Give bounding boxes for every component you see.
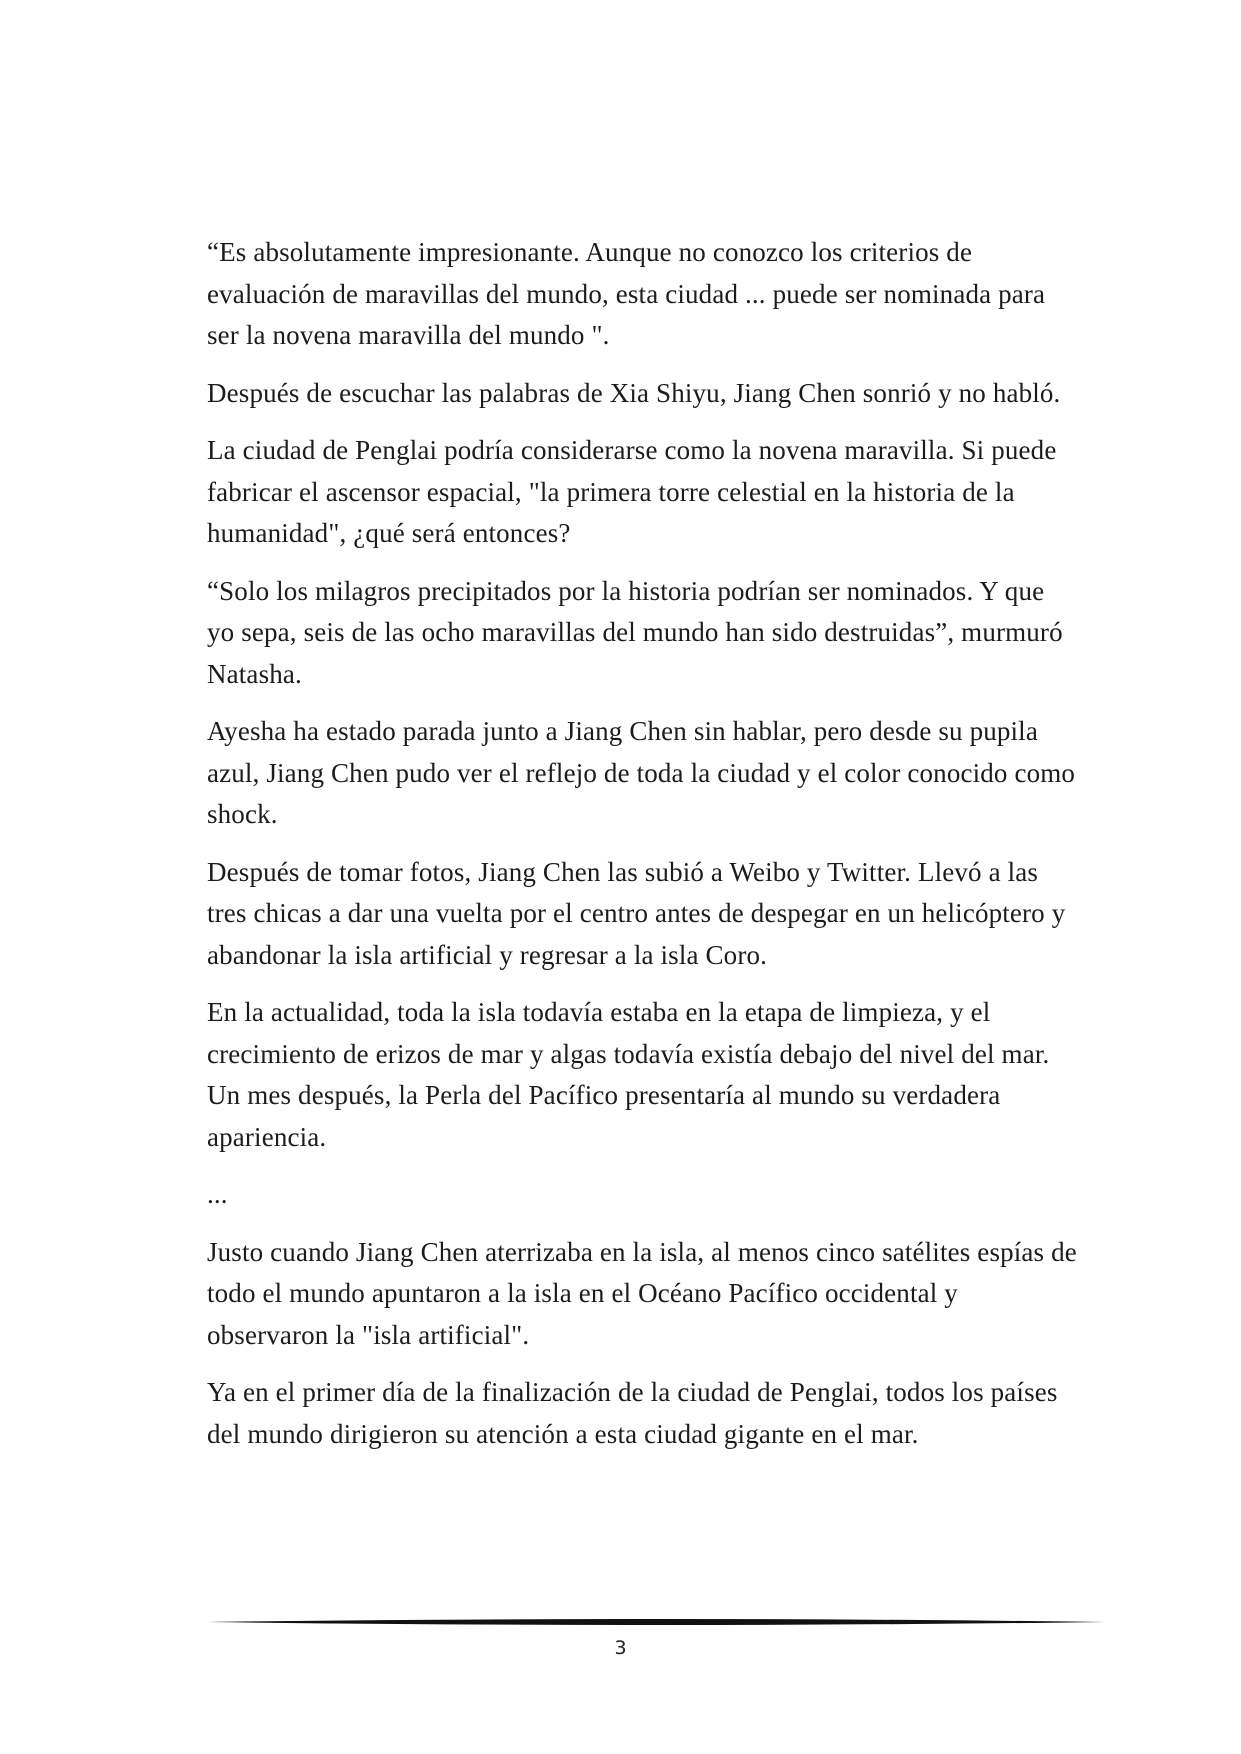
paragraph-3: La ciudad de Penglai podría considerarse como la novena maravilla. Si puede fabricar el ascensor espacial, "la primera torre celestial en la historia de la humanidad", ¿qué será entonces? bbox=[207, 435, 1057, 548]
page-number: 3 bbox=[614, 1637, 627, 1659]
paragraph-2: Después de escuchar las palabras de Xia Shiyu, Jiang Chen sonrió y no habló. bbox=[207, 377, 1061, 408]
paragraph-7: En la actualidad, toda la isla todavía estaba en la etapa de limpieza, y el crecimiento de erizos de mar y algas todavía existía debajo del nivel del mar. Un mes después, la Perla del Pacífico presentaría al mundo su verdadera apariencia. bbox=[207, 997, 1050, 1152]
footer-divider bbox=[207, 1618, 1105, 1626]
paragraph-6: Después de tomar fotos, Jiang Chen las subió a Weibo y Twitter. Llevó a las tres chicas a dar una vuelta por el centro antes de despegar en un helicóptero y abandonar la isla artificial y regresar a la isla Coro. bbox=[207, 856, 1066, 970]
paragraph-4: “Solo los milagros precipitados por la historia podrían ser nominados. Y que yo sepa, seis de las ocho maravillas del mundo han sido destruidas”, murmuró Natasha. bbox=[207, 575, 1063, 689]
paragraph-5: Ayesha ha estado parada junto a Jiang Chen sin hablar, pero desde su pupila azul, Jiang Chen pudo ver el reflejo de toda la ciudad y el color conocido como shock. bbox=[207, 716, 1076, 829]
scene-break-ellipsis: ... bbox=[207, 1179, 228, 1209]
footer-divider-line bbox=[207, 1619, 1105, 1625]
paragraph-8: Justo cuando Jiang Chen aterrizaba en la isla, al menos cinco satélites espías de todo el mundo apuntaron a la isla en el Océano Pacífico occidental y observaron la "isla artificial". bbox=[207, 1236, 1077, 1350]
paragraph-1: “Es absolutamente impresionante. Aunque no conozco los criterios de evaluación de maravillas del mundo, esta ciudad ... puede ser nominada para ser la novena maravilla del mundo ". bbox=[207, 237, 1046, 350]
paragraph-9: Ya en el primer día de la finalización de la ciudad de Penglai, todos los países del mundo dirigieron su atención a esta ciudad gigante en el mar. bbox=[207, 1377, 1058, 1449]
page-body bbox=[207, 232, 1077, 1471]
